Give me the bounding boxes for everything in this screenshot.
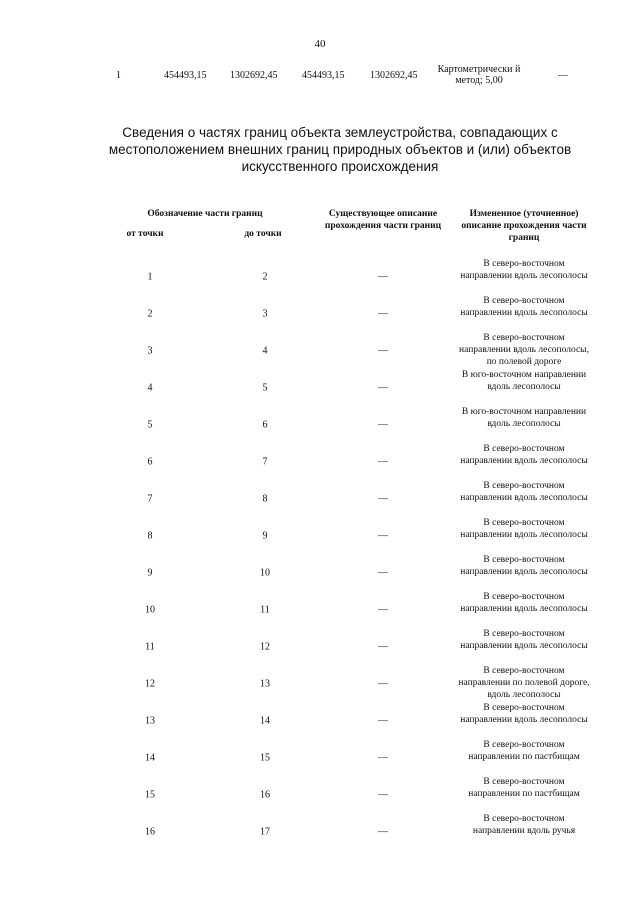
dash-value: — (558, 70, 568, 81)
table-row (0, 813, 640, 850)
to-point: 7 (262, 456, 268, 467)
header-existing: Существующее описание прохождения части границ (324, 209, 442, 231)
coordinates-row (0, 62, 640, 92)
to-point: 9 (262, 530, 268, 541)
method-accuracy: Картометрически й метод; 5,00 (437, 64, 521, 86)
table-row (0, 776, 640, 813)
existing-description: — (378, 826, 388, 837)
to-point: 17 (260, 826, 270, 837)
from-point: 7 (147, 493, 153, 504)
changed-description: В северо-восточном направлении вдоль лесополосы (460, 259, 588, 281)
existing-description: — (378, 715, 388, 726)
existing-description: — (378, 604, 388, 615)
changed-description: В северо-восточном направлении вдоль лесополосы (460, 481, 588, 503)
to-point: 15 (260, 752, 270, 763)
existing-description: — (378, 678, 388, 689)
header-from: от точки (126, 229, 164, 239)
existing-description: — (378, 530, 388, 541)
existing-description: — (378, 752, 388, 763)
page-number: 40 (314, 38, 326, 50)
to-point: 16 (260, 789, 270, 800)
x-coordinate-new: 454493,15 (302, 70, 345, 81)
to-point: 3 (262, 308, 268, 319)
to-point: 10 (260, 567, 270, 578)
changed-description: В северо-восточном направлении вдоль лесополосы (460, 444, 588, 466)
table-row (0, 369, 640, 406)
changed-description: В северо-восточном направлении вдоль лесополосы (460, 703, 588, 725)
existing-description: — (378, 271, 388, 282)
existing-description: — (378, 345, 388, 356)
existing-description: — (378, 382, 388, 393)
changed-description: В северо-восточном направлении вдоль лесополосы (460, 296, 588, 318)
to-point: 11 (260, 604, 270, 615)
from-point: 6 (147, 456, 153, 467)
from-point: 8 (147, 530, 153, 541)
from-point: 16 (145, 826, 155, 837)
table-row (0, 702, 640, 739)
table-row (0, 517, 640, 554)
table-row (0, 295, 640, 332)
to-point: 8 (262, 493, 268, 504)
from-point: 9 (147, 567, 153, 578)
y-coordinate-old: 1302692,45 (230, 70, 278, 81)
existing-description: — (378, 456, 388, 467)
from-point: 15 (145, 789, 155, 800)
from-point: 10 (145, 604, 155, 615)
x-coordinate-old: 454493,15 (164, 70, 207, 81)
table-row (0, 443, 640, 480)
row-number: 1 (116, 70, 121, 81)
table-row (0, 480, 640, 517)
table-row (0, 554, 640, 591)
existing-description: — (378, 641, 388, 652)
to-point: 6 (262, 419, 268, 430)
table-row (0, 258, 640, 295)
table-row (0, 406, 640, 443)
from-point: 11 (145, 641, 155, 652)
changed-description: В северо-восточном направлении вдоль лесополосы (460, 518, 588, 540)
table-body (0, 258, 640, 850)
table-row (0, 591, 640, 628)
section-title: Сведения о частях границ объекта землеустройства, совпадающих с местоположением внешних границ природных объектов и (или) объектов искусственного происхождения (108, 125, 572, 174)
changed-description: В северо-восточном направлении вдоль ручья (472, 814, 576, 836)
changed-description: В северо-восточном направлении по пастбищам (468, 777, 580, 799)
to-point: 4 (262, 345, 268, 356)
existing-description: — (378, 308, 388, 319)
to-point: 5 (262, 382, 268, 393)
from-point: 1 (147, 271, 153, 282)
to-point: 14 (260, 715, 270, 726)
from-point: 14 (145, 752, 155, 763)
from-point: 12 (145, 678, 155, 689)
from-point: 2 (147, 308, 153, 319)
header-to: до точки (244, 229, 282, 239)
changed-description: В северо-восточном направлении по пастбищам (468, 740, 580, 762)
changed-description: В северо-восточном направлении вдоль лесополосы (460, 555, 588, 577)
existing-description: — (378, 419, 388, 430)
table-row (0, 665, 640, 702)
table-row (0, 332, 640, 369)
y-coordinate-new: 1302692,45 (370, 70, 418, 81)
header-changed: Измененное (уточненное) описание прохождения части границ (461, 209, 587, 243)
existing-description: — (378, 789, 388, 800)
changed-description: В юго-восточном направлении вдоль лесополосы (461, 407, 587, 429)
from-point: 13 (145, 715, 155, 726)
table-row (0, 739, 640, 776)
changed-description: В юго-восточном направлении вдоль лесополосы (461, 370, 587, 392)
to-point: 2 (262, 271, 268, 282)
to-point: 13 (260, 678, 270, 689)
changed-description: В северо-восточном направлении вдоль лесополосы (460, 592, 588, 614)
changed-description: В северо-восточном направлении вдоль лесополосы (460, 629, 588, 651)
existing-description: — (378, 567, 388, 578)
table-row (0, 628, 640, 665)
changed-description: В северо-восточном направлении вдоль лесополосы, по полевой дороге (459, 333, 589, 367)
existing-description: — (378, 493, 388, 504)
header-part: Обозначение части границ (147, 209, 263, 219)
from-point: 4 (147, 382, 153, 393)
from-point: 5 (147, 419, 153, 430)
changed-description: В северо-восточном направлении по полевой дороге, вдоль лесополосы (458, 666, 590, 700)
from-point: 3 (147, 345, 153, 356)
to-point: 12 (260, 641, 270, 652)
